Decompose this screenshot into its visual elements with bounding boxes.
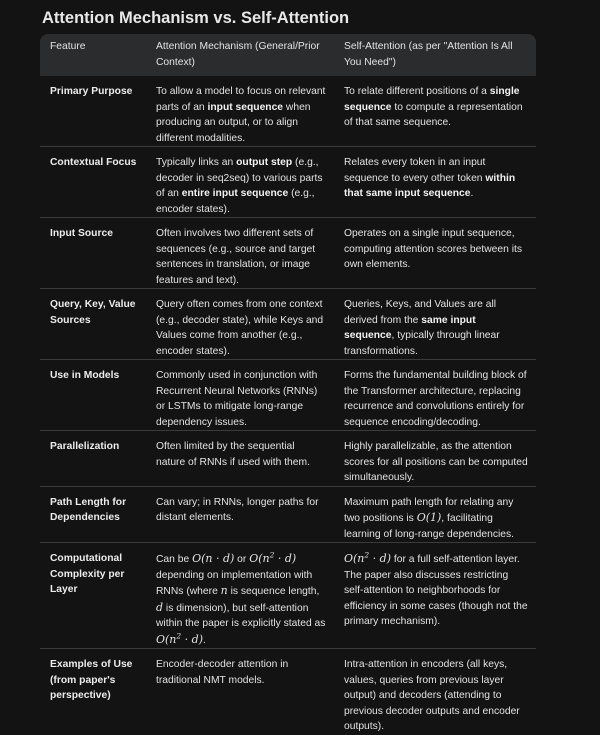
header-feature: Feature [40, 34, 146, 76]
feature-cell: Contextual Focus [40, 147, 146, 218]
text-run: Often involves two different sets of sequences (e.g., source and target sentences in translation, or image features and text). [156, 228, 316, 286]
feature-cell: Computational Complexity per Layer [40, 543, 146, 649]
self-attention-cell [334, 431, 536, 487]
bold-term: entire input sequence [181, 188, 289, 199]
text-run: . [470, 188, 474, 199]
table-row [40, 486, 536, 543]
table-body [40, 76, 536, 735]
table-row [40, 431, 536, 487]
text-run: . [203, 634, 206, 646]
text-run: Maximum path length for relating any two positions is [344, 496, 514, 524]
feature-cell: Parallelization [40, 431, 146, 487]
text-run: (e.g., decoder in seq2seq) to various parts of an [156, 157, 323, 199]
text-run: Often limited by the sequential nature of RNNs if used with them. [156, 441, 310, 468]
text-run: (e.g., encoder states). [156, 188, 315, 215]
table-row [40, 649, 536, 735]
attention-cell [146, 218, 334, 289]
math-expression: $O(n^2 \cdot d)$ [344, 550, 392, 565]
text-run: for a full self-attention layer. The paper also discusses restricting self-attention to neighborhoods for efficiency in some cases (though not the primary mechanism). [344, 554, 528, 627]
self-attention-cell [334, 543, 536, 649]
feature-cell: Query, Key, Value Sources [40, 289, 146, 360]
text-run: To allow a model to focus on relevant parts of an [156, 86, 326, 113]
text-run: Intra-attention in encoders (all keys, values, queries from previous layer output) and decoders (attending to previous decoder outputs and encoder outputs). [344, 659, 520, 732]
text-run: To relate different positions of a [344, 86, 490, 97]
math-expression: d [156, 600, 164, 614]
attention-cell [146, 649, 334, 735]
comparison-table [40, 34, 536, 735]
header-self-attention: Self-Attention (as per "Attention Is All You Need") [334, 34, 536, 76]
bold-term: single sequence [344, 86, 520, 113]
self-attention-cell [334, 76, 536, 147]
text-run: Can be [156, 554, 193, 565]
text-run: is sequence length, [227, 586, 320, 597]
table-row [40, 360, 536, 431]
bold-term: within that same input sequence [344, 172, 516, 199]
bold-term: input sequence [207, 101, 284, 113]
header-row [40, 34, 536, 76]
math-expression: $O(n^2 \cdot d)$ [249, 550, 297, 565]
text-run: , typically through linear transformations. [344, 330, 500, 357]
text-run: Encoder-decoder attention in traditional NMT models. [156, 659, 289, 686]
attention-cell [146, 76, 334, 147]
self-attention-cell [334, 147, 536, 218]
bold-term: same input sequence [344, 314, 476, 341]
feature-cell: Primary Purpose [40, 76, 146, 147]
self-attention-cell [334, 289, 536, 360]
text-run: Can vary; in RNNs, longer paths for distant elements. [156, 496, 319, 523]
text-run: is dimension), but self-attention within the paper is explicitly stated as [156, 602, 326, 629]
attention-cell [146, 543, 334, 649]
text-run: Query often comes from one context (e.g., decoder state), while Keys and Values come from another (e.g., encoder states). [156, 299, 324, 357]
text-run: Commonly used in conjunction with Recurrent Neural Networks (RNNs) or LSTMs to mitigate long-range dependency issues. [156, 370, 318, 428]
math-expression: O(n · d) [192, 552, 235, 565]
attention-cell [146, 486, 334, 543]
math-expression: $O(n^2 \cdot d)$ [156, 630, 204, 646]
self-attention-cell [334, 360, 536, 431]
text-run: when producing an output, or to align different modalities. [156, 101, 311, 144]
self-attention-cell [334, 218, 536, 289]
text-run: or [234, 554, 250, 565]
feature-cell: Path Length for Dependencies [40, 486, 146, 543]
table-row [40, 543, 536, 649]
text-run: , facilitating learning of long-range dependencies. [344, 513, 515, 540]
text-run: Operates on a single input sequence, computing attention scores between its own elements. [344, 228, 523, 270]
text-run: depending on implementation with RNNs (where [156, 569, 313, 597]
text-run: Typically links an [156, 157, 237, 168]
table-row [40, 147, 536, 218]
feature-cell: Examples of Use (from paper's perspective) [50, 659, 133, 701]
attention-cell [146, 360, 334, 431]
table-row [40, 76, 536, 147]
attention-cell [146, 147, 334, 218]
feature-cell: Use in Models [40, 360, 146, 431]
text-run: to compute a representation of that same sequence. [344, 101, 523, 128]
table-header [40, 34, 536, 76]
text-run: Forms the fundamental building block of the Transformer architecture, replacing recurrence and convolutions entirely for sequence encoding/decoding. [344, 370, 527, 428]
table-row [40, 289, 536, 360]
math-expression: O(1) [416, 511, 442, 524]
math-expression: n [220, 584, 228, 597]
self-attention-cell [334, 649, 536, 735]
header-attention-mechanism: Attention Mechanism (General/Prior Context) [146, 34, 334, 76]
text-run: Highly parallelizable, as the attention scores for all positions can be computed simultaneously. [344, 441, 528, 483]
text-run: Queries, Keys, and Values are all derived from the [344, 299, 497, 326]
attention-cell [146, 431, 334, 487]
page-title: Attention Mechanism vs. Self-Attention [42, 9, 350, 27]
text-run: Relates every token in an input sequence to every other token [344, 157, 486, 184]
table-row [40, 218, 536, 289]
self-attention-cell [334, 486, 536, 543]
bold-term: output step [236, 157, 293, 168]
attention-cell [146, 289, 334, 360]
feature-cell: Input Source [40, 218, 146, 289]
